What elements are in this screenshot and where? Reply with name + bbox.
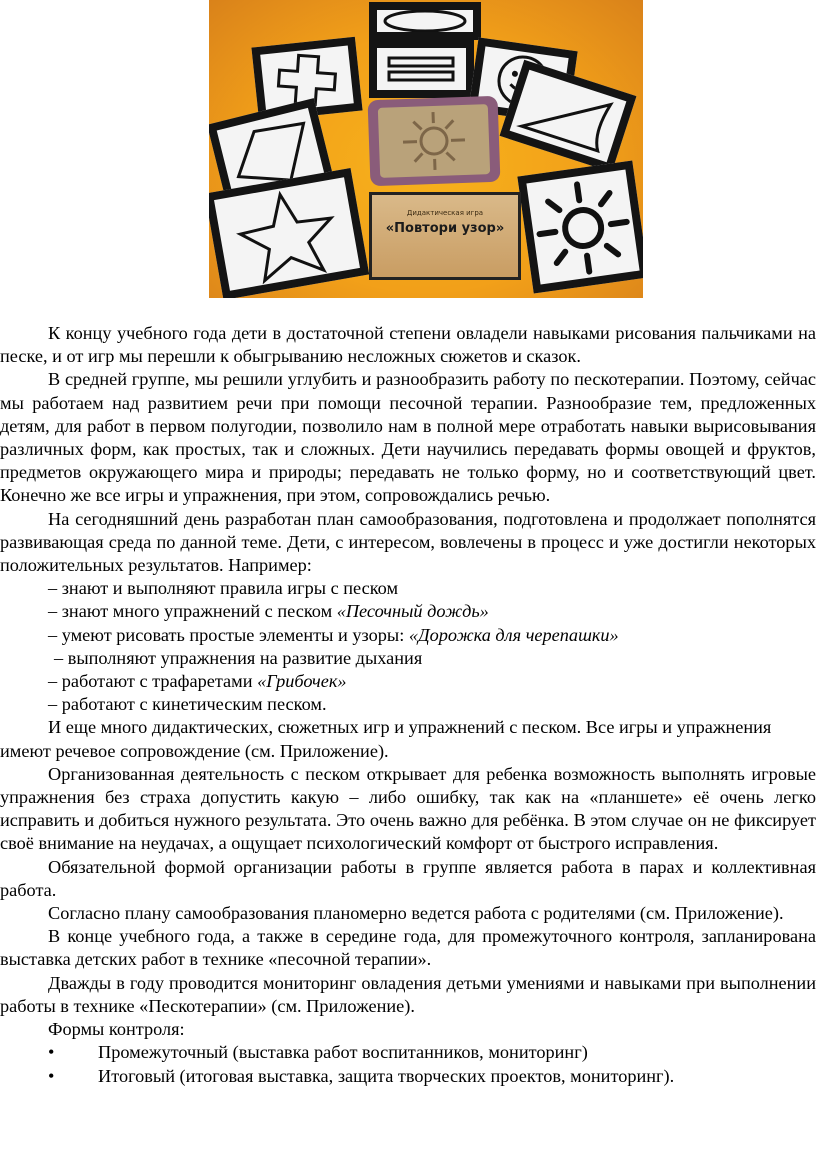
paragraph: На сегодняшний день разработан план самообразования, подготовлена и продолжает пополнятся развивающая среда по данной теме. Дети, с интересом, вовлечены в процесс и уже достигли некоторых положительных результатов. Например: [0,508,816,576]
bullet-item [0,1041,816,1064]
bullet-text: Промежуточный (выставка работ воспитанников, мониторинг) [98,1042,588,1063]
list-item-emphasis: «Дорожка для черепашки» [408,624,619,645]
document-body [0,322,816,1088]
paragraph: Обязательной формой организации работы в группе является работа в парах и коллективная работа. [0,856,816,900]
list-item-text: – знают много упражнений с песком [48,601,337,622]
bullet-mark: • [48,1065,55,1086]
list-item: – выполняют упражнения на развитие дыхания [54,647,423,668]
list-item: – знают и выполняют правила игры с песком [48,578,399,599]
sand-sun-drawing-icon [378,104,490,178]
bullet-mark: • [48,1042,55,1063]
sand-surface [378,104,490,178]
paragraph: В конце учебного года, а также в середине года, для промежуточного контроля, запланирована выставка детских работ в технике «песочной терапии». [0,926,816,970]
sign-caption: Дидактическая игра [406,209,484,217]
paragraph: В средней группе, мы решили углубить и разнообразить работу по пескотерапии. Поэтому, сейчас мы работаем над развитием речи при помощи песочной терапии. Разнообразие тем, предложенных детям, для работ в первом полугодии, позволило нам в полной мере отработать навыки вырисовывания различных форм, как простых, так и сложных. Дети научились передавать формы овощей и фруктов, предметов окружающего мира и природы; передавать не только форму, но и соответствующий цвет. Конечно же все игры и упражнения, при этом, сопровождались речью. [0,369,816,506]
paragraph: Формы контроля: [48,1019,185,1040]
card-ellipse [369,2,481,40]
sun-shape-icon [526,170,639,285]
game-sign [369,192,521,280]
star-shape-icon [214,177,360,291]
list-item [0,670,816,693]
list-item [0,600,816,623]
photo-sand-game [209,0,643,298]
bullet-text: Итоговый (итоговая выставка, защита творческих проектов, мониторинг). [98,1065,675,1086]
triangle-shape-icon [510,70,627,162]
paragraph: К концу учебного года дети в достаточной степени овладели навыками рисования пальчиками на песке, и от игр мы перешли к обыгрыванию несложных сюжетов и сказок. [0,323,816,367]
list-item-text: – работают с трафаретами [48,671,258,692]
list-item-text: – умеют рисовать простые элементы и узоры: [48,624,409,645]
list-item-emphasis: «Грибочек» [257,671,347,692]
card-sun [517,161,643,294]
ellipse-shape-icon [377,10,473,32]
paragraph: И еще много дидактических, сюжетных игр и упражнений с песком. Все игры и упражнения имеют речевое сопровождение (см. Приложение). [0,717,772,761]
paragraph: Согласно плану самообразования планомерно ведется работа с родителями (см. Приложение). [48,903,784,924]
list-item: – работают с кинетическим песком. [48,694,327,715]
bullet-item [0,1065,816,1088]
card-triangle [500,60,637,173]
sign-title: «Повтори узор» [385,221,505,236]
sand-tray [368,96,501,186]
equals-shape-icon [377,48,466,90]
list-item [0,624,816,647]
paragraph: Дважды в году проводится мониторинг овладения детьми умениями и навыками при выполнении работы в технике «Пескотерапии» (см. Приложение). [0,972,816,1016]
list-item-emphasis: «Песочный дождь» [336,601,489,622]
paragraph: Организованная деятельность с песком открывает для ребенка возможность выполнять игровые упражнения без страха допустить какую – либо ошибку, так как на «планшете» её очень легко исправить и добиться нужного результата. Это очень важно для ребёнка. В этом случае он не фиксирует своё внимание на неудачах, а ощущает психологический комфорт от быстрого исправления. [0,763,816,854]
card-equals [369,40,474,98]
